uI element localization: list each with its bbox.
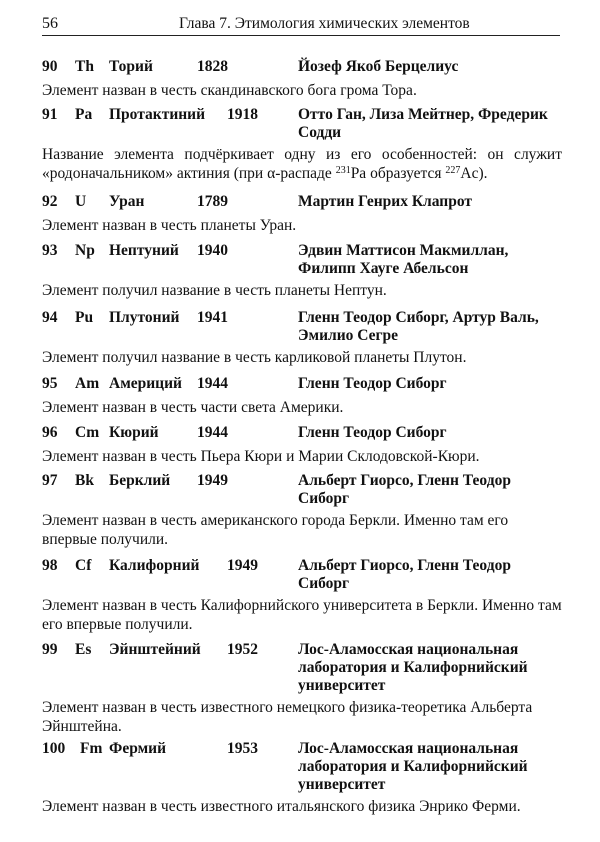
element-symbol: Fm	[80, 740, 103, 757]
element-description: Название элемента подчёркивает одну из его особенностей: он служит «родоначальником» актиния (при α-распаде $^{231}$Pa образуется $^{227}$Ac).	[42, 146, 562, 182]
element-description: Элемент назван в честь планеты Уран.	[42, 217, 297, 234]
element-description: Элемент получил название в честь планеты Нептун.	[42, 282, 387, 299]
discoverers: Отто Ган, Лиза Мейтнер, Фредерик Содди	[298, 106, 548, 141]
entry-header	[42, 740, 562, 796]
element-entry	[42, 375, 562, 417]
entry-header	[42, 242, 562, 280]
element-description: Элемент назван в честь части света Америки.	[42, 399, 344, 416]
atomic-number: 99	[42, 641, 58, 658]
atomic-number: 90	[42, 58, 58, 75]
discovery-year: 1944	[197, 375, 228, 392]
discoverers: Мартин Генрих Клапрот	[298, 193, 473, 210]
element-entry	[42, 424, 562, 466]
atomic-number: 94	[42, 309, 58, 326]
entry-header	[42, 309, 562, 347]
element-symbol: Am	[75, 375, 100, 392]
discovery-year: 1944	[197, 424, 228, 441]
element-entry	[42, 557, 562, 634]
discoverers: Альберт Гиорсо, Гленн Теодор Сиборг	[298, 557, 511, 592]
atomic-number: 93	[42, 242, 58, 259]
element-symbol: Pu	[75, 309, 94, 326]
entry-header	[42, 375, 562, 397]
element-entry	[42, 740, 562, 816]
entry-header	[42, 472, 562, 510]
element-symbol: Cm	[75, 424, 100, 441]
element-description: Элемент назван в честь американского города Беркли. Именно там его впервые получили.	[42, 512, 509, 548]
element-symbol: U	[75, 193, 87, 210]
element-description: Элемент получил название в честь карликовой планеты Плутон.	[42, 349, 467, 366]
discovery-year: 1949	[227, 557, 258, 574]
page-header	[42, 15, 560, 37]
discoverers: Эдвин Маттисон Макмиллан, Филипп Хауге Абельсон	[298, 242, 509, 277]
element-symbol: Bk	[75, 472, 94, 489]
element-symbol: Np	[75, 242, 95, 259]
element-name: Калифорний	[109, 557, 200, 574]
discoverers: Лос-Аламосская национальная лаборатория и Калифорнийский университет	[298, 740, 528, 793]
element-name: Америций	[109, 375, 182, 392]
element-name: Берклий	[109, 472, 171, 489]
discoverers: Альберт Гиорсо, Гленн Теодор Сиборг	[298, 472, 511, 507]
element-entry	[42, 106, 562, 183]
chapter-title: Глава 7. Этимология химических элементов	[179, 15, 470, 32]
discovery-year: 1953	[227, 740, 258, 757]
discovery-year: 1828	[197, 58, 228, 75]
discoverers: Лос-Аламосская национальная лаборатория и Калифорнийский университет	[298, 641, 528, 694]
discoverers: Йозеф Якоб Берцелиус	[298, 58, 459, 75]
entry-header	[42, 58, 562, 80]
header-rule	[42, 35, 560, 36]
discovery-year: 1789	[197, 193, 228, 210]
element-name: Кюрий	[109, 424, 159, 441]
element-name: Плутоний	[109, 309, 180, 326]
atomic-number: 92	[42, 193, 58, 210]
atomic-number: 96	[42, 424, 58, 441]
element-description: Элемент назван в честь скандинавского бога грома Тора.	[42, 82, 417, 99]
element-entry	[42, 58, 562, 100]
discovery-year: 1940	[197, 242, 228, 259]
element-entry	[42, 193, 562, 235]
discoverers: Гленн Теодор Сиборг, Артур Валь, Эмилио Сегре	[298, 309, 539, 344]
element-entry	[42, 641, 562, 736]
element-entry	[42, 242, 562, 300]
atomic-number: 98	[42, 557, 58, 574]
element-name: Уран	[109, 193, 145, 210]
atomic-number: 95	[42, 375, 58, 392]
element-description: Элемент назван в честь Калифорнийского университета в Беркли. Именно там его впервые получили.	[42, 597, 562, 633]
discoverers: Гленн Теодор Сиборг	[298, 424, 447, 441]
element-description: Элемент назван в честь известного немецкого физика-теоретика Альберта Эйнштейна.	[42, 699, 533, 735]
entry-header	[42, 641, 562, 697]
discovery-year: 1949	[197, 472, 228, 489]
discoverers: Гленн Теодор Сиборг	[298, 375, 447, 392]
element-name: Нептуний	[109, 242, 179, 259]
element-name: Фермий	[109, 740, 166, 757]
element-entry	[42, 309, 562, 367]
entry-header	[42, 193, 562, 215]
entry-header	[42, 106, 562, 144]
element-description: Элемент назван в честь известного итальянского физика Энрико Ферми.	[42, 798, 521, 815]
entry-header	[42, 557, 562, 595]
discovery-year: 1941	[197, 309, 228, 326]
element-name: Торий	[109, 58, 153, 75]
element-symbol: Es	[75, 641, 92, 658]
atomic-number: 91	[42, 106, 58, 123]
element-symbol: Pa	[75, 106, 93, 123]
element-symbol: Th	[75, 58, 94, 75]
element-name: Протактиний	[109, 106, 206, 123]
element-symbol: Cf	[75, 557, 92, 574]
discovery-year: 1952	[227, 641, 258, 658]
atomic-number: 100	[42, 740, 66, 757]
page-number: 56	[42, 15, 58, 32]
entry-header	[42, 424, 562, 446]
atomic-number: 97	[42, 472, 58, 489]
element-description: Элемент назван в честь Пьера Кюри и Марии Склодовской-Кюри.	[42, 448, 480, 465]
element-entry	[42, 472, 562, 549]
element-name: Эйнштейний	[109, 641, 201, 658]
discovery-year: 1918	[227, 106, 258, 123]
